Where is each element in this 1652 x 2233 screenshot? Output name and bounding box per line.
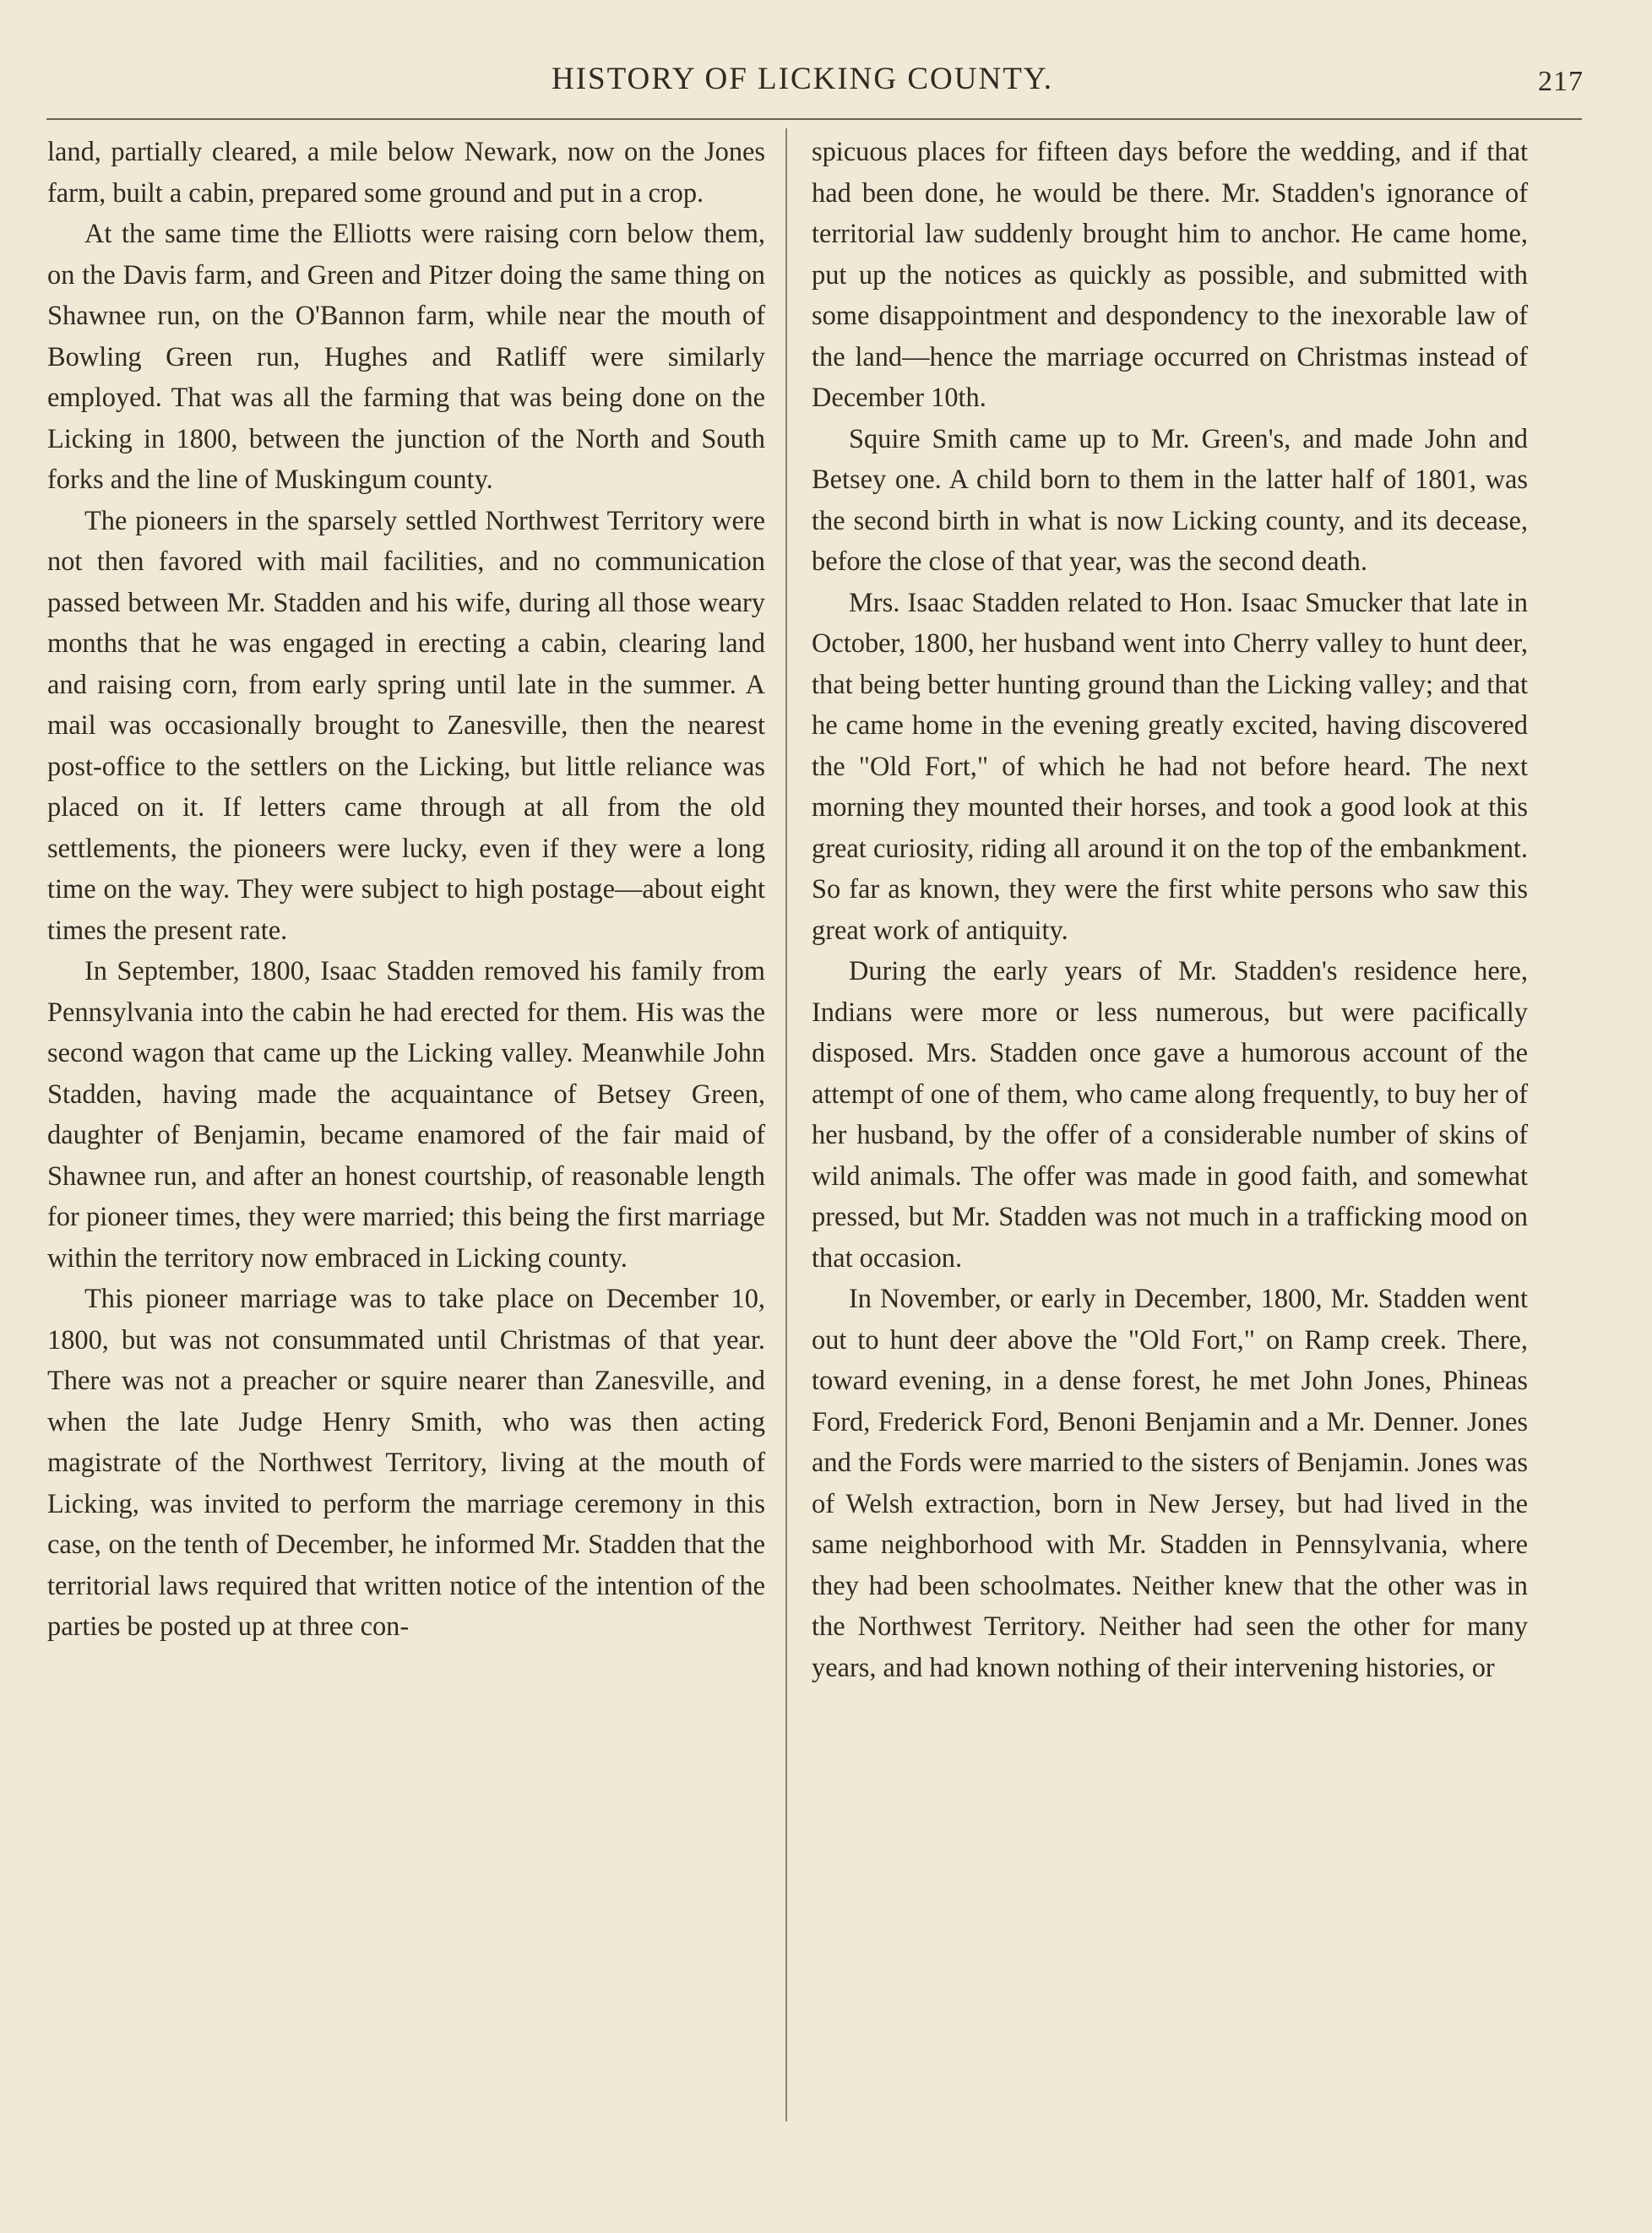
header-rule	[46, 118, 1582, 120]
paragraph: At the same time the Elliotts were raising corn below them, on the Davis farm, and Green and Pitzer doing the same thing on Shawnee run, on the O'Bannon farm, while near the mouth of Bowling Green run, Hughes and Ratliff were similarly employed. That was all the farming that was being done on the Licking in 1800, between the junction of the North and South forks and the line of Muskingum county.	[47, 219, 765, 495]
column-divider	[785, 128, 787, 2122]
right-column	[812, 132, 1528, 1688]
paragraph: During the early years of Mr. Stadden's residence here, Indians were more or less numerous, but were pacifically disposed. Mrs. Stadden once gave a humorous account of the attempt of one of them, who came along frequently, to buy her of her husband, by the offer of a considerable number of skins of wild animals. The offer was made in good faith, and somewhat pressed, but Mr. Stadden was not much in a trafficking mood on that occasion.	[812, 956, 1528, 1274]
paragraph: In November, or early in December, 1800, Mr. Stadden went out to hunt deer above the "Old Fort," on Ramp creek. There, toward evening, in a dense forest, he met John Jones, Phineas Ford, Frederick Ford, Benoni Benjamin and a Mr. Denner. Jones and the Fords were married to the sisters of Benjamin. Jones was of Welsh extraction, born in New Jersey, but had lived in the same neighborhood with Mr. Stadden in Pennsylvania, where they had been schoolmates. Neither knew that the other was in the Northwest Territory. Neither had seen the other for many years, and had known nothing of their intervening histories, or	[812, 1284, 1528, 1683]
paragraph: The pioneers in the sparsely settled Northwest Territory were not then favored with mail facilities, and no communication passed between Mr. Stadden and his wife, during all those weary months that he was engaged in erecting a cabin, clearing land and raising corn, from early spring until late in the summer. A mail was occasionally brought to Zanesville, then the nearest post-office to the settlers on the Licking, but little reliance was placed on it. If letters came through at all from the old settlements, the pioneers were lucky, even if they were a long time on the way. They were subject to high postage—about eight times the present rate.	[47, 505, 765, 946]
paragraph: Mrs. Isaac Stadden related to Hon. Isaac Smucker that late in October, 1800, her husband went into Cherry valley to hunt deer, that being better hunting ground than the Licking valley; and that he came home in the evening greatly excited, having discovered the "Old Fort," of which he had not before heard. The next morning they mounted their horses, and took a good look at this great curiosity, riding all around it on the top of the embankment. So far as known, they were the first white persons who saw this great work of antiquity.	[812, 587, 1528, 946]
paragraph: Squire Smith came up to Mr. Green's, and made John and Betsey one. A child born to them in the latter half of 1801, was the second birth in what is now Licking county, and its decease, before the close of that year, was the second death.	[812, 423, 1528, 577]
page-header	[46, 61, 1584, 111]
left-column	[47, 132, 765, 1648]
paragraph: This pioneer marriage was to take place on December 10, 1800, but was not consummated until Christmas of that year. There was not a preacher or squire nearer than Zanesville, and when the late Judge Henry Smith, who was then acting magistrate of the Northwest Territory, living at the mouth of Licking, was invited to perform the marriage ceremony in this case, on the tenth of December, he informed Mr. Stadden that the territorial laws required that written notice of the intention of the parties be posted up at three con-	[47, 1284, 765, 1642]
paragraph: In September, 1800, Isaac Stadden removed his family from Pennsylvania into the cabin he had erected for them. His was the second wagon that came up the Licking valley. Meanwhile John Stadden, having made the acquaintance of Betsey Green, daughter of Benjamin, became enamored of the fair maid of Shawnee run, and after an honest courtship, of reasonable length for pioneer times, they were married; this being the first marriage within the territory now embraced in Licking county.	[47, 956, 765, 1274]
paragraph: land, partially cleared, a mile below Newark, now on the Jones farm, built a cabin, prepared some ground and put in a crop.	[47, 137, 765, 209]
running-head: HISTORY OF LICKING COUNTY.	[551, 62, 1054, 96]
page-number: 217	[1538, 66, 1584, 97]
paragraph: spicuous places for fifteen days before the wedding, and if that had been done, he would be there. Mr. Stadden's ignorance of territorial law suddenly brought him to anchor. He came home, put up the notices as quickly as possible, and submitted with some disappointment and despondency to the inexorable law of the land—hence the marriage occurred on Christmas instead of December 10th.	[812, 137, 1528, 413]
